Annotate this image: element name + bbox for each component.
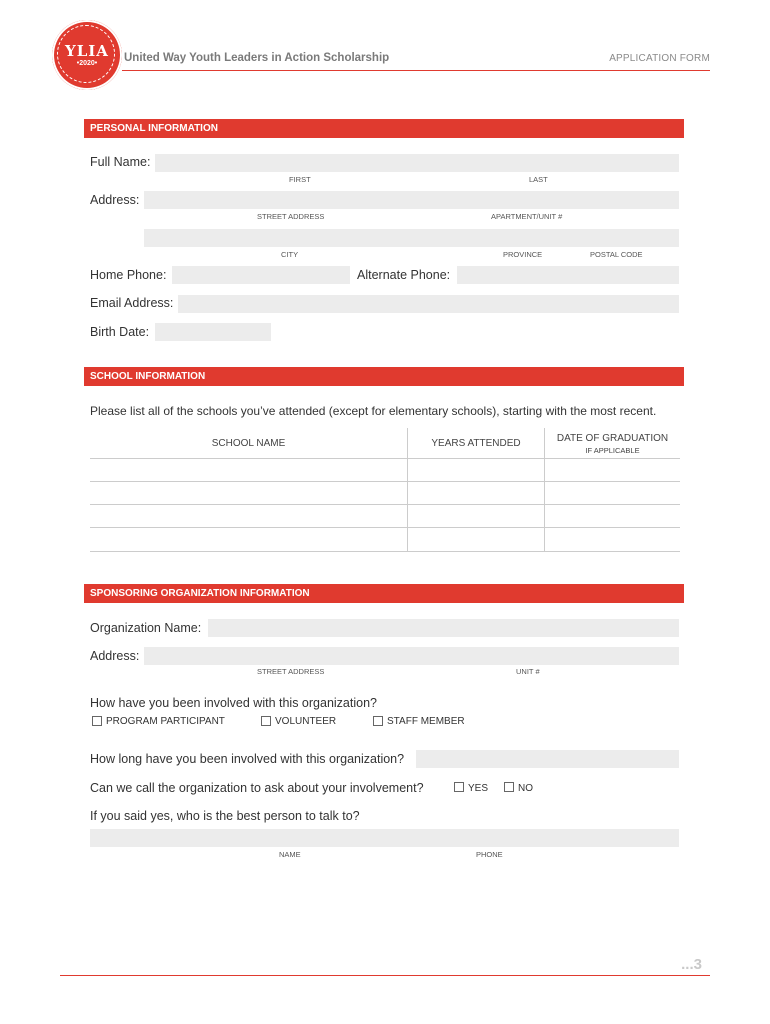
home-phone-field[interactable] bbox=[172, 266, 350, 284]
table-row[interactable] bbox=[90, 504, 680, 505]
no-checkbox[interactable] bbox=[504, 782, 514, 792]
no-label: NO bbox=[518, 783, 533, 794]
logo-year: •2020• bbox=[76, 60, 98, 67]
address-label: Address: bbox=[90, 193, 140, 207]
contact-question: If you said yes, who is the best person to talk to? bbox=[90, 809, 360, 823]
last-caption: LAST bbox=[529, 175, 548, 184]
apartment-unit-caption: APARTMENT/UNIT # bbox=[491, 212, 563, 221]
school-instructions: Please list all of the schools you’ve attended (except for elementary schools), starting with the most recent. bbox=[90, 404, 657, 418]
yes-label: YES bbox=[468, 783, 489, 794]
contact-person-field[interactable] bbox=[90, 829, 679, 847]
yes-checkbox[interactable] bbox=[454, 782, 464, 792]
birth-date-label: Birth Date: bbox=[90, 325, 150, 339]
contact-name-caption: NAME bbox=[279, 850, 301, 859]
table-divider bbox=[544, 428, 545, 552]
staff-member-label: STAFF MEMBER bbox=[387, 716, 465, 727]
document-title: United Way Youth Leaders in Action Scholarship bbox=[124, 52, 390, 64]
footer-divider bbox=[60, 975, 710, 976]
col-school-name: SCHOOL NAME bbox=[211, 438, 286, 449]
col-date-of-graduation: DATE OF GRADUATION bbox=[556, 433, 669, 444]
table-row[interactable] bbox=[90, 527, 680, 528]
col-graduation-subtitle: IF APPLICABLE bbox=[585, 446, 640, 455]
organization-address-field[interactable] bbox=[144, 647, 679, 665]
postal-code-caption: POSTAL CODE bbox=[590, 250, 643, 259]
table-row[interactable] bbox=[90, 458, 680, 459]
section-personal-information: PERSONAL INFORMATION bbox=[84, 119, 684, 138]
program-participant-label: PROGRAM PARTICIPANT bbox=[106, 716, 225, 727]
staff-member-checkbox[interactable] bbox=[373, 716, 383, 726]
province-caption: PROVINCE bbox=[503, 250, 543, 259]
full-name-label: Full Name: bbox=[90, 155, 151, 169]
full-name-field[interactable] bbox=[155, 154, 679, 172]
city-province-postal-field[interactable] bbox=[144, 229, 679, 247]
table-divider bbox=[407, 428, 408, 552]
how-long-question: How long have you been involved with this organization? bbox=[90, 752, 405, 766]
org-street-caption: STREET ADDRESS bbox=[257, 667, 325, 676]
table-row[interactable] bbox=[90, 481, 680, 482]
alternate-phone-field[interactable] bbox=[457, 266, 679, 284]
call-question: Can we call the organization to ask about your involvement? bbox=[90, 781, 424, 795]
street-address-caption: STREET ADDRESS bbox=[257, 212, 325, 221]
city-caption: CITY bbox=[281, 250, 299, 259]
ylia-logo bbox=[52, 20, 122, 90]
email-label: Email Address: bbox=[90, 296, 174, 310]
document-type: APPLICATION FORM bbox=[609, 53, 710, 64]
organization-name-label: Organization Name: bbox=[90, 621, 202, 635]
header-divider bbox=[122, 70, 710, 71]
contact-phone-caption: PHONE bbox=[476, 850, 503, 859]
alternate-phone-label: Alternate Phone: bbox=[357, 268, 451, 282]
street-address-field[interactable] bbox=[144, 191, 679, 209]
email-field[interactable] bbox=[178, 295, 679, 313]
logo-text: YLIA bbox=[65, 42, 109, 60]
home-phone-label: Home Phone: bbox=[90, 268, 167, 282]
org-unit-caption: UNIT # bbox=[516, 667, 540, 676]
organization-address-label: Address: bbox=[90, 649, 140, 663]
first-caption: FIRST bbox=[289, 175, 311, 184]
table-row[interactable] bbox=[90, 551, 680, 552]
volunteer-label: VOLUNTEER bbox=[275, 716, 337, 727]
schools-table bbox=[90, 428, 680, 552]
section-school-information: SCHOOL INFORMATION bbox=[84, 367, 684, 386]
organization-name-field[interactable] bbox=[208, 619, 679, 637]
page-number: ...3 bbox=[681, 956, 702, 973]
col-years-attended: YEARS ATTENDED bbox=[431, 438, 521, 449]
program-participant-checkbox[interactable] bbox=[92, 716, 102, 726]
involvement-question: How have you been involved with this organization? bbox=[90, 696, 377, 710]
how-long-field[interactable] bbox=[416, 750, 679, 768]
birth-date-field[interactable] bbox=[155, 323, 271, 341]
volunteer-checkbox[interactable] bbox=[261, 716, 271, 726]
section-sponsoring-organization: SPONSORING ORGANIZATION INFORMATION bbox=[84, 584, 684, 603]
